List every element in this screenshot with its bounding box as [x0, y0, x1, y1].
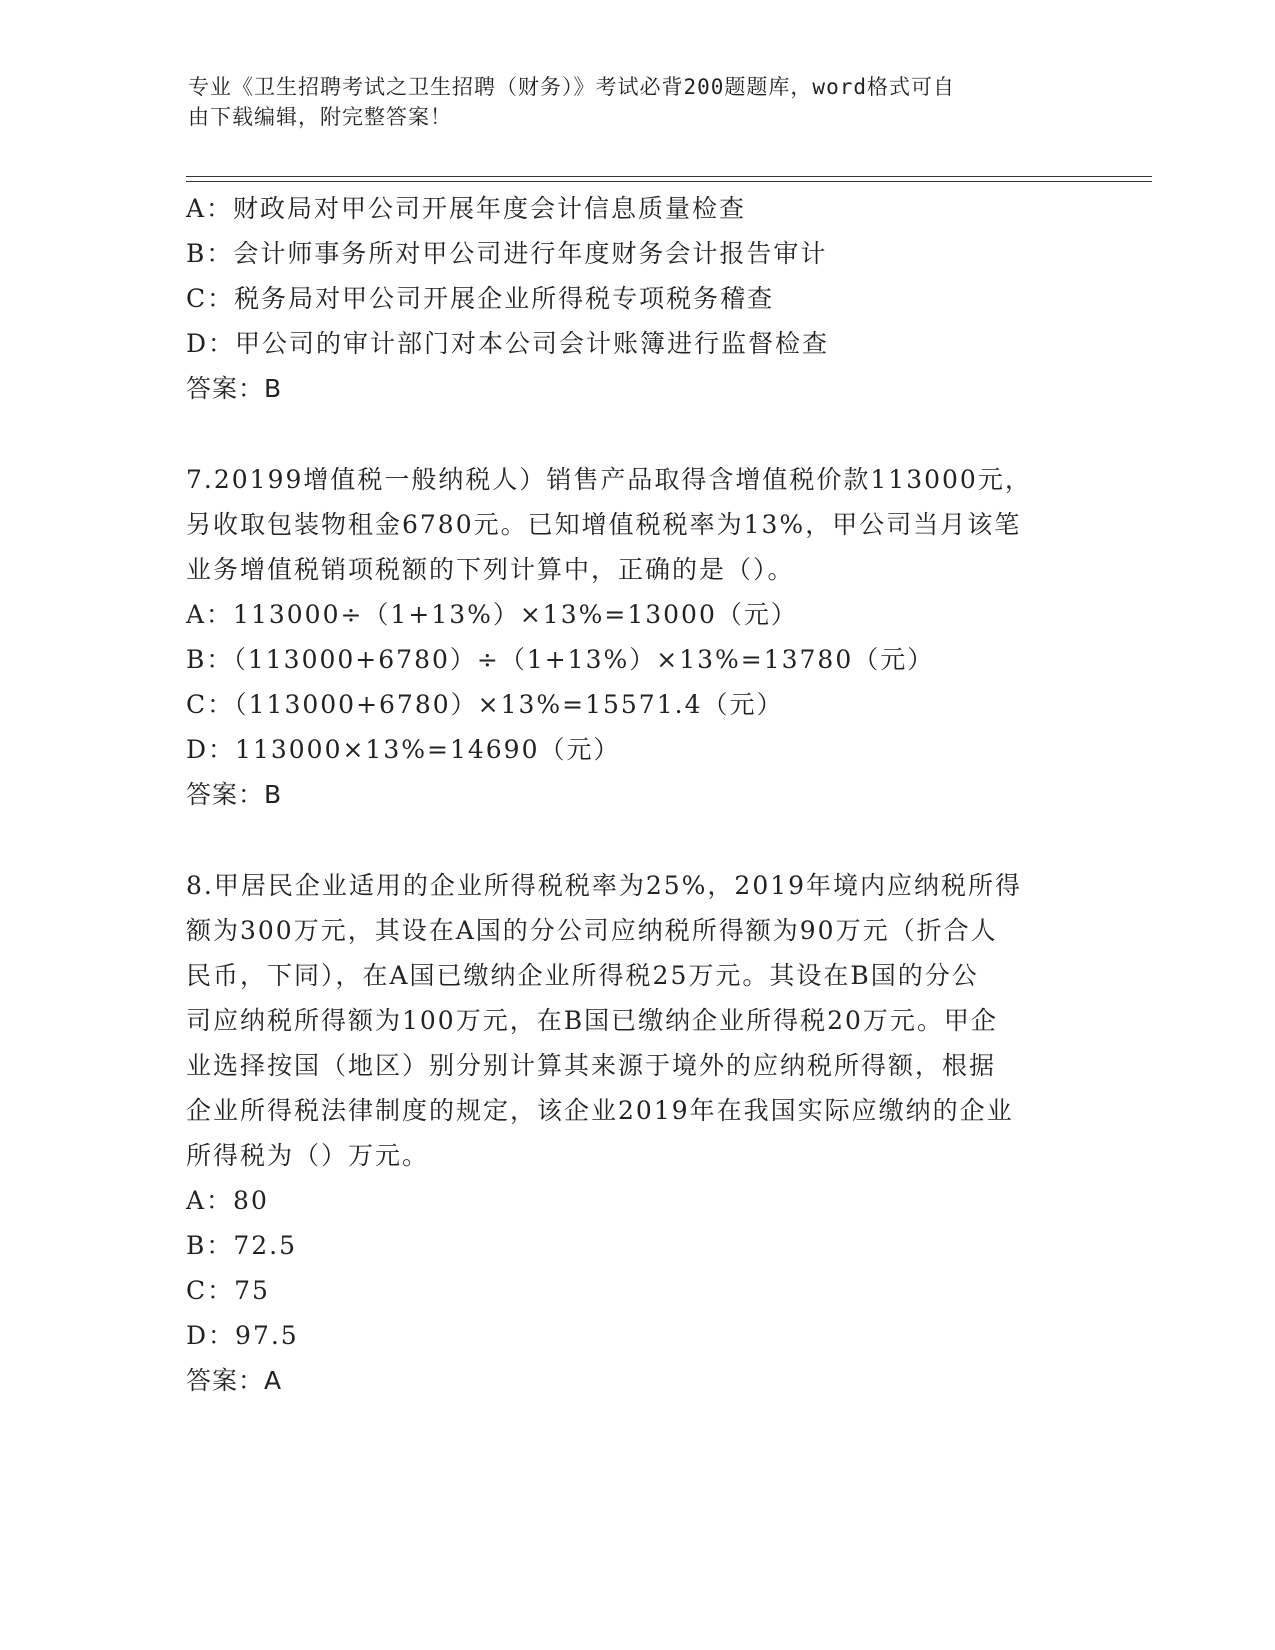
question-stem-line: 司应纳税所得额为100万元，在B国已缴纳企业所得税20万元。甲企 [186, 1006, 998, 1035]
question-stem-line: 8.甲居民企业适用的企业所得税税率为25%，2019年境内应纳税所得 [186, 871, 1023, 900]
header-line: 专业《卫生招聘考试之卫生招聘（财务）》考试必背200题题库，word格式可自 [188, 75, 955, 99]
question-stem-line: 业务增值税销项税额的下列计算中，正确的是（）。 [186, 555, 795, 584]
option-d: D：97.5 [186, 1321, 299, 1350]
option-b: B：会计师事务所对甲公司进行年度财务会计报告审计 [186, 239, 828, 268]
question-stem-line: 另收取包装物租金6780元。已知增值税税率为13%，甲公司当月该笔 [186, 510, 1022, 539]
header-divider [186, 176, 1152, 177]
option-c: C：75 [186, 1276, 270, 1305]
option-a: A：80 [186, 1186, 269, 1215]
answer: 答案：B [186, 780, 283, 809]
question-7 [186, 457, 1086, 817]
question-stem-line: 7.20199增值税一般纳税人）销售产品取得含增值税价款113000元， [186, 465, 1032, 494]
option-c: C：（113000+6780）×13%=15571.4（元） [186, 690, 784, 719]
option-c: C：税务局对甲公司开展企业所得税专项税务稽查 [186, 284, 775, 313]
question-stem-line: 业选择按国（地区）别分别计算其来源于境外的应纳税所得额，根据 [186, 1051, 997, 1080]
question-stem-line: 额为300万元，其设在A国的分公司应纳税所得额为90万元（折合人 [186, 916, 998, 945]
option-b: B：（113000+6780）÷（1+13%）×13%=13780（元） [186, 645, 935, 674]
option-d: D：113000×13%=14690（元） [186, 735, 621, 764]
header-line: 由下载编辑，附完整答案！ [188, 105, 452, 129]
spacer [186, 817, 1086, 863]
spacer [186, 411, 1086, 457]
question-content [186, 186, 1086, 1403]
document-header [188, 72, 1068, 132]
question-stem-line: 企业所得税法律制度的规定，该企业2019年在我国实际应缴纳的企业 [186, 1096, 1014, 1125]
header-divider [186, 181, 1152, 182]
question-stem-line: 所得税为（）万元。 [186, 1141, 430, 1170]
question-8 [186, 863, 1086, 1403]
answer: 答案：A [186, 1366, 283, 1395]
option-d: D：甲公司的审计部门对本公司会计账簿进行监督检查 [186, 329, 830, 358]
option-b: B：72.5 [186, 1231, 298, 1260]
answer: 答案：B [186, 374, 283, 403]
option-a: A：113000÷（1+13%）×13%=13000（元） [186, 600, 798, 629]
question-6 [186, 186, 1086, 411]
option-a: A：财政局对甲公司开展年度会计信息质量检查 [186, 194, 747, 223]
question-stem-line: 民币，下同），在A国已缴纳企业所得税25万元。其设在B国的分公 [186, 961, 979, 990]
